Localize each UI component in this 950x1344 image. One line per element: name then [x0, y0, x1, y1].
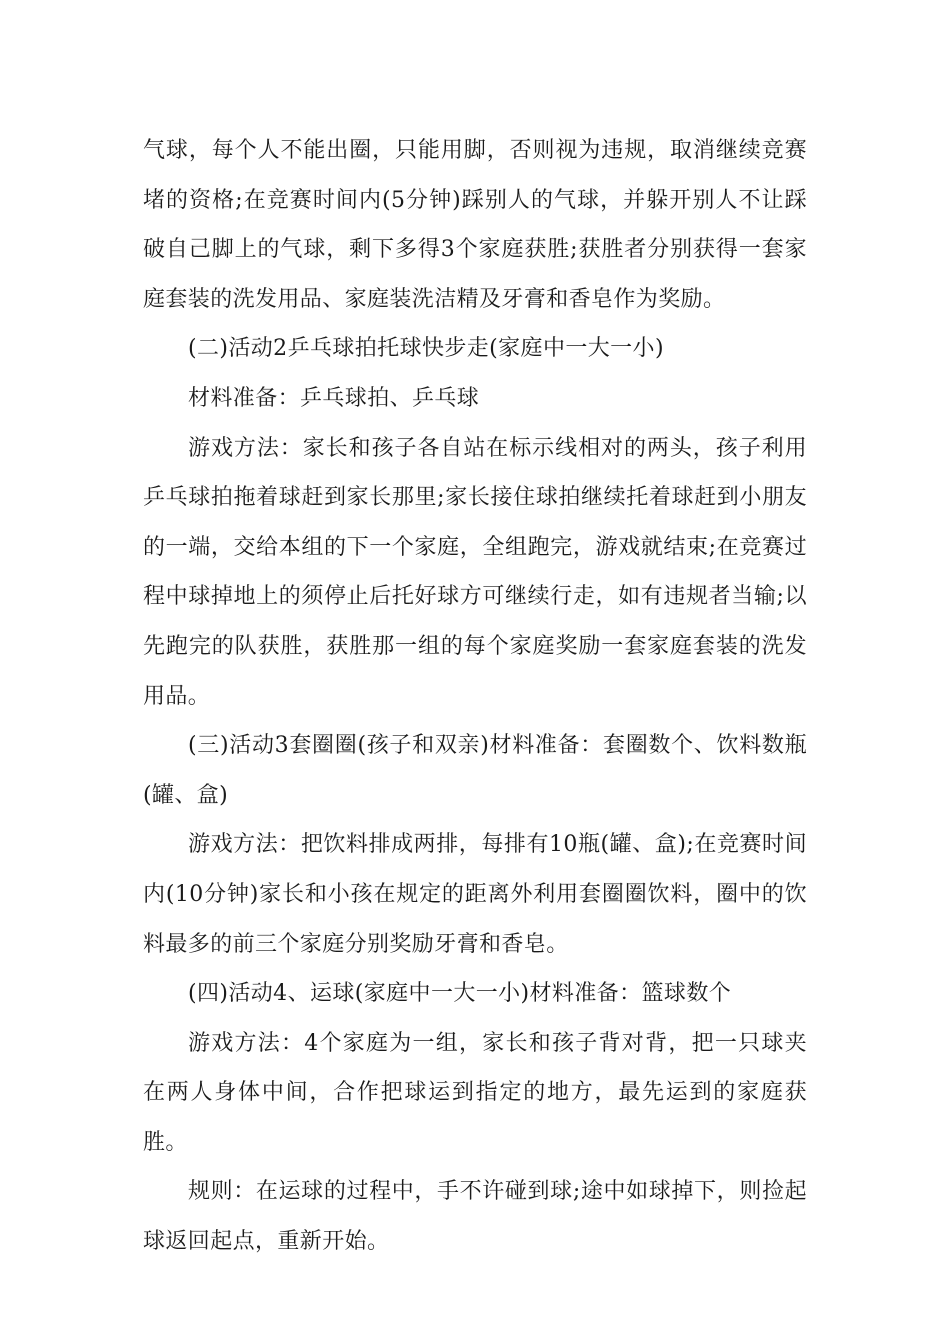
paragraph-activity-2-materials: 材料准备：乒乓球拍、乒乓球 [188, 385, 480, 411]
heading-activity-3: (三)活动3套圈圈(孩子和双亲)材料准备：套圈数个、饮料数瓶(罐、盒) [143, 733, 807, 808]
paragraph-activity-4-rules: 规则：在运球的过程中，手不许碰到球;途中如球掉下，则捡起球返回起点，重新开始。 [143, 1179, 807, 1255]
paragraph-activity-4-method: 游戏方法：4个家庭为一组，家长和孩子背对背，把一只球夹在两人身体中间，合作把球运到指定的地方，最先运到的家庭获胜。 [143, 1030, 807, 1155]
heading-activity-2: (二)活动2乒乓球拍托球快步走(家庭中一大一小) [188, 336, 664, 362]
paragraph-activity-2-method: 游戏方法：家长和孩子各自站在标示线相对的两头，孩子利用乒乓球拍拖着球赶到家长那里;家长接住球拍继续托着球赶到小朋友的一端，交给本组的下一个家庭，全组跑完，游戏就结束;在竞赛过程中球掉地上的须停止后托好球方可继续行走，如有违规者当输;以先跑完的队获胜，获胜那一组的每个家庭奖励一套家庭套装的洗发用品。 [143, 435, 807, 709]
paragraph-activity-3-method: 游戏方法：把饮料排成两排，每排有10瓶(罐、盒);在竞赛时间内(10分钟)家长和小孩在规定的距离外利用套圈圈饮料，圈中的饮料最多的前三个家庭分别奖励牙膏和香皂。 [143, 832, 807, 957]
paragraph-balloon-rules: 气球，每个人不能出圈，只能用脚，否则视为违规，取消继续竞赛堵的资格;在竞赛时间内(5分钟)踩别人的气球，并躲开别人不让踩破自己脚上的气球，剩下多得3个家庭获胜;获胜者分别获得一套家庭套装的洗发用品、家庭装洗洁精及牙膏和香皂作为奖励。 [143, 138, 807, 312]
document-body [143, 126, 807, 1267]
heading-activity-4: (四)活动4、运球(家庭中一大一小)材料准备：篮球数个 [188, 981, 732, 1007]
